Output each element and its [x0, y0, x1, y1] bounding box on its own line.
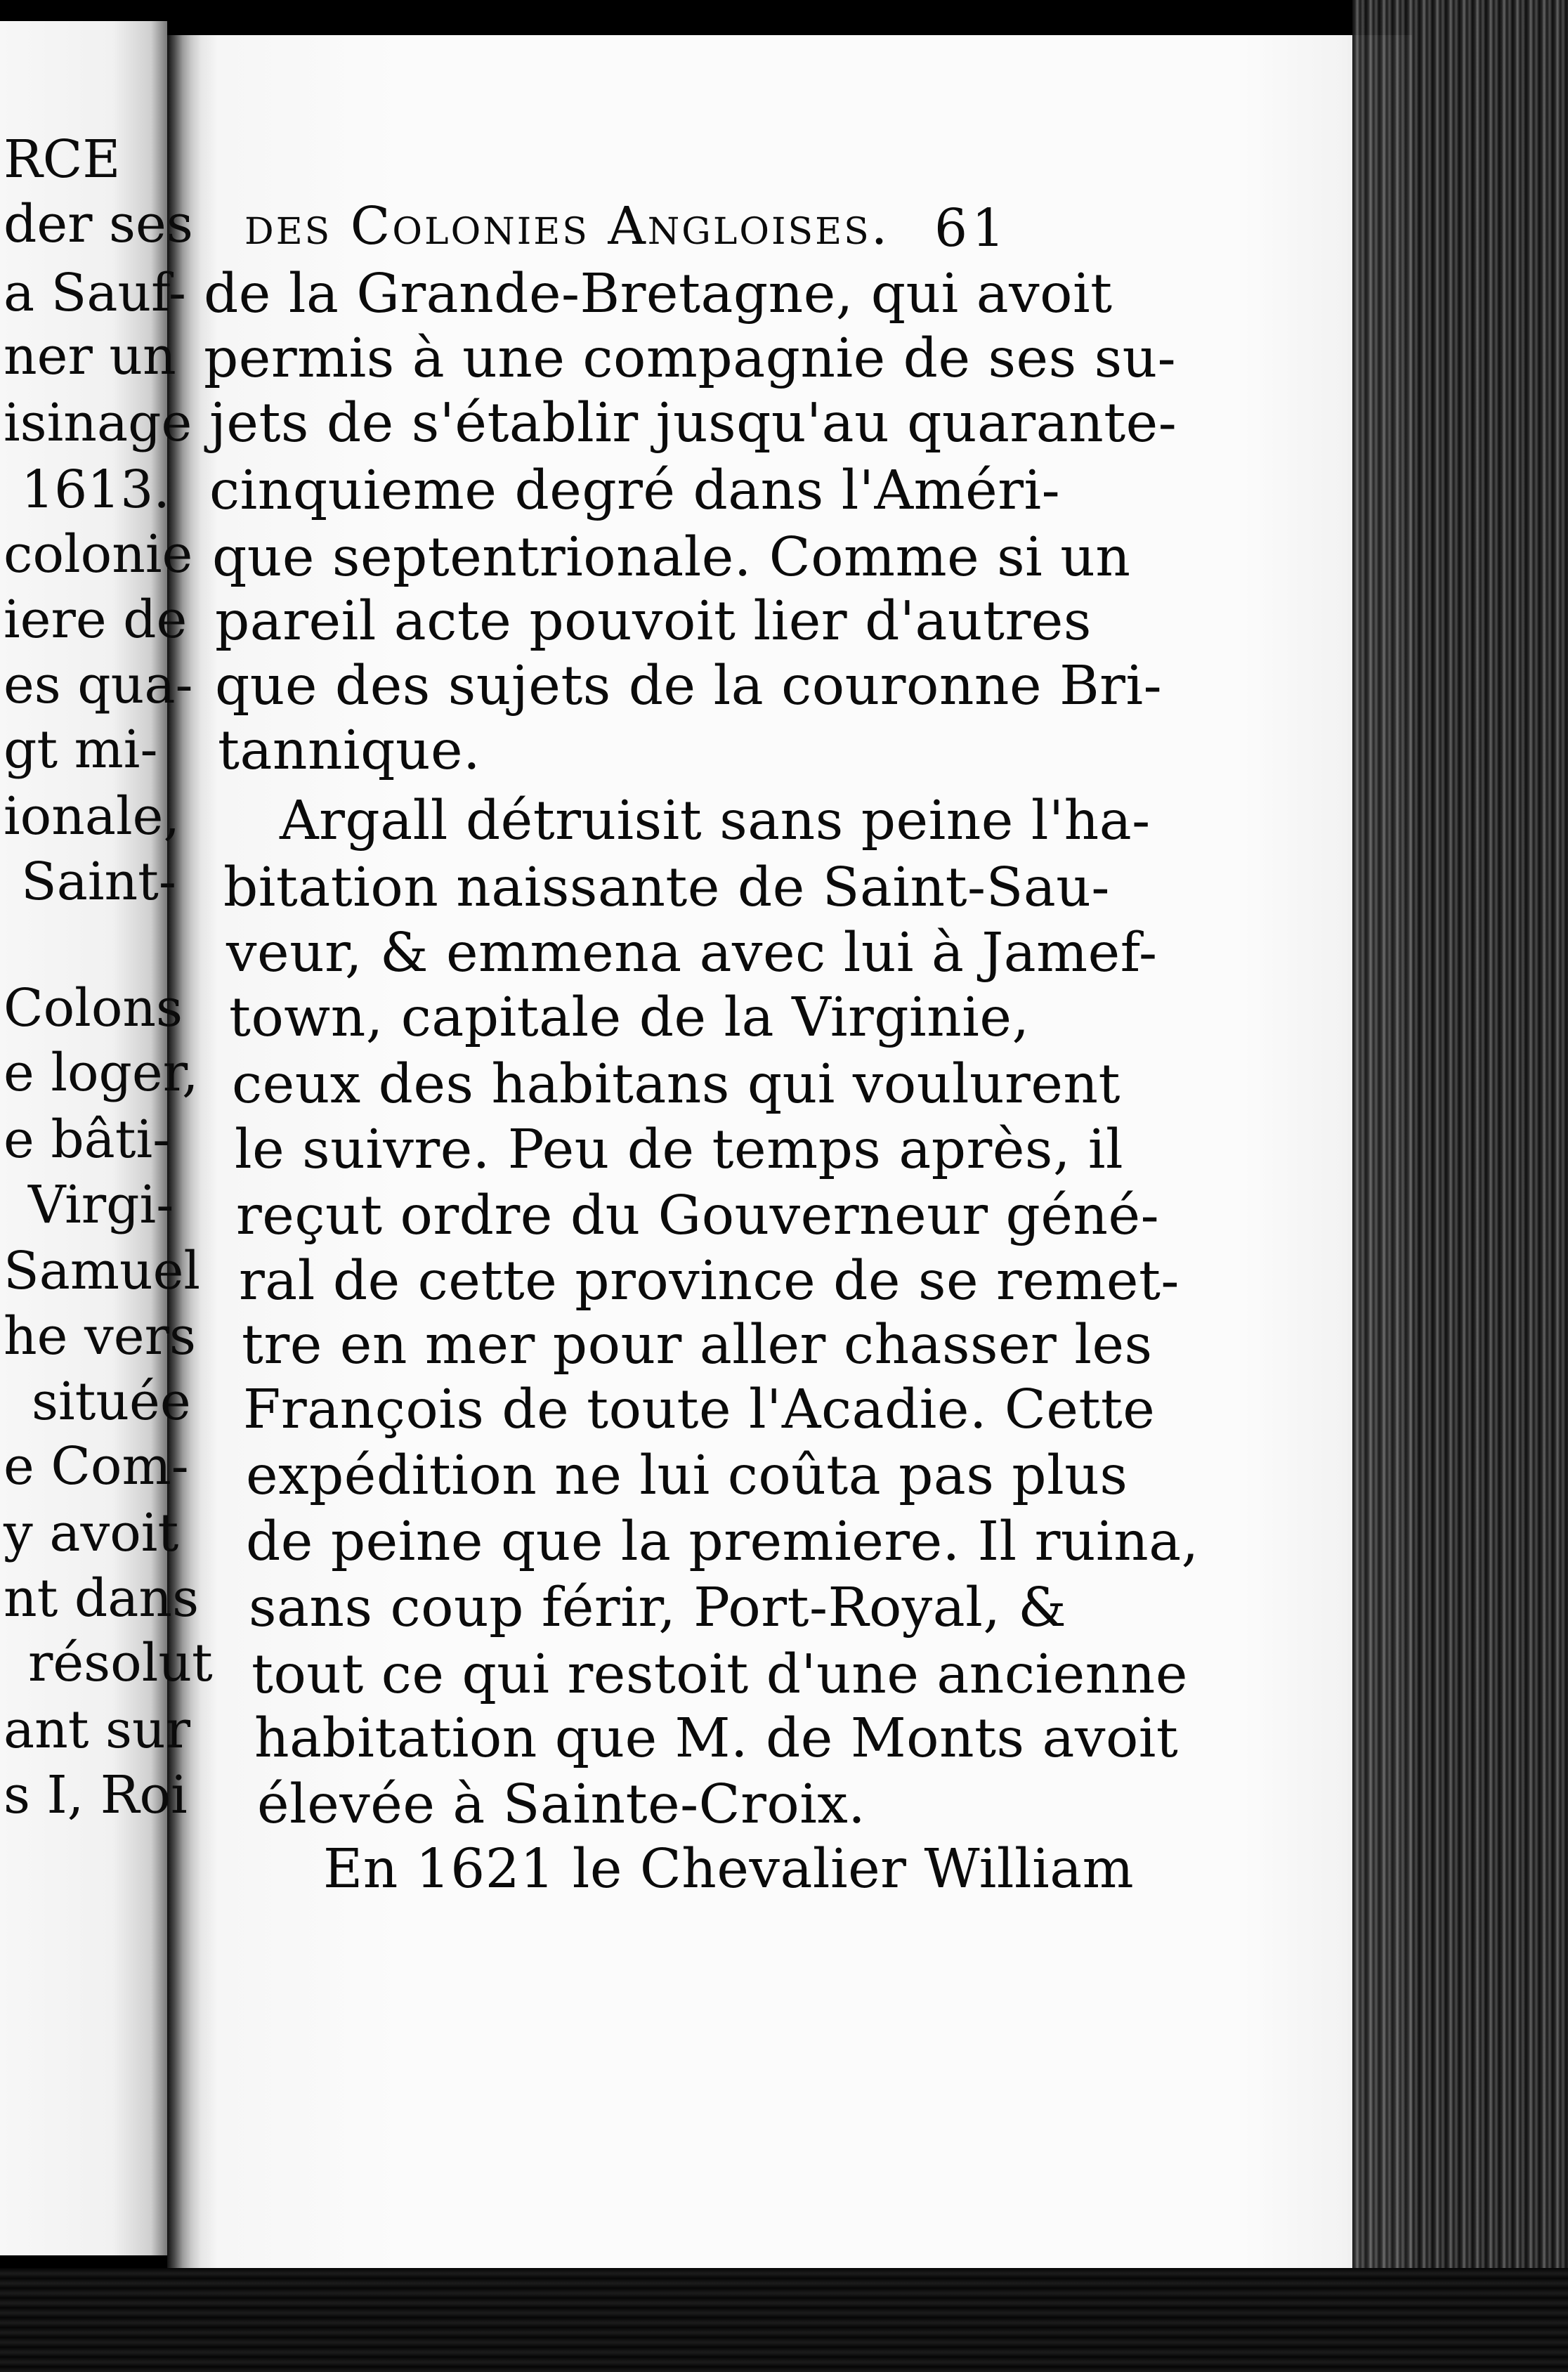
left-page-line: Colons: [4, 978, 183, 1038]
left-page-line: e bâti-: [4, 1109, 171, 1170]
text-line: veur, & emmena avec lui à Jamef-: [226, 922, 1158, 984]
running-title: des Colonies Angloises.: [244, 196, 890, 256]
text-line: que septentrionale. Comme si un: [212, 526, 1131, 589]
left-page-line: Virgi-: [28, 1175, 174, 1235]
left-page-line: a Sauf-: [4, 263, 186, 323]
text-line: tre en mer pour aller chasser les: [242, 1314, 1153, 1376]
text-line: de la Grande-Bretagne, qui avoit: [204, 263, 1113, 325]
text-line: town, capitale de la Virginie,: [229, 986, 1030, 1049]
text-line: ceux des habitans qui voulurent: [232, 1053, 1121, 1116]
text-line: le suivre. Peu de temps après, il: [235, 1119, 1124, 1181]
text-line: tannique.: [218, 719, 481, 782]
book-bottom-edge: [0, 2268, 1568, 2372]
left-page-line: der ses: [4, 194, 193, 254]
left-page-line: gt mi-: [4, 719, 158, 780]
left-page-line: isinage: [4, 393, 192, 453]
left-page-line: RCE: [4, 129, 121, 190]
left-page-line: située: [32, 1371, 191, 1432]
text-line: que des sujets de la couronne Bri-: [215, 655, 1163, 717]
text-line: habitation que M. de Monts avoit: [254, 1707, 1179, 1770]
text-line: cinquieme degré dans l'Améri-: [209, 460, 1061, 522]
text-line: Argall détruisit sans peine l'ha-: [280, 790, 1151, 852]
left-page-line: es qua-: [4, 655, 193, 715]
page-number: 61: [934, 198, 1010, 259]
left-page-line: ner un: [4, 326, 176, 386]
text-line: pareil acte pouvoit lier d'autres: [215, 590, 1092, 653]
left-page-line: nt dans: [4, 1568, 200, 1629]
text-line: François de toute l'Acadie. Cette: [243, 1379, 1156, 1441]
text-line: reçut ordre du Gouverneur géné-: [236, 1185, 1160, 1247]
text-line: tout ce qui restoit d'une ancienne: [251, 1643, 1188, 1706]
left-page-line: Samuel: [4, 1241, 201, 1301]
left-page-line: ant sur: [4, 1700, 191, 1760]
text-line: élevée à Sainte-Croix.: [257, 1773, 866, 1836]
text-line: jets de s'établir jusqu'au quarante-: [209, 392, 1177, 455]
left-page-line: colonie: [4, 524, 193, 585]
left-page-line: e Com-: [4, 1436, 189, 1497]
text-line: En 1621 le Chevalier William: [323, 1838, 1135, 1901]
text-line: de peine que la premiere. Il ruina,: [246, 1511, 1199, 1573]
left-page-line: ionale,: [4, 786, 180, 847]
left-page-line: Saint-: [21, 852, 176, 912]
running-header: [244, 196, 890, 256]
text-line: ral de cette province de se remet-: [239, 1250, 1180, 1312]
left-page-line: résolut: [28, 1633, 213, 1693]
left-page-line: y avoit: [4, 1503, 179, 1563]
page-edges: [1352, 0, 1568, 2372]
left-page-line: e loger,: [4, 1043, 199, 1103]
text-line: permis à une compagnie de ses su-: [204, 327, 1177, 390]
left-page-line: iere de: [4, 589, 188, 650]
left-page-line: s I, Roi: [4, 1765, 188, 1825]
text-line: expédition ne lui coûta pas plus: [246, 1445, 1128, 1507]
left-page-line: 1613.: [21, 460, 170, 520]
text-line: sans coup férir, Port-Royal, &: [249, 1577, 1067, 1639]
text-line: bitation naissante de Saint-Sau-: [223, 856, 1110, 919]
left-page-line: he vers: [4, 1306, 196, 1367]
